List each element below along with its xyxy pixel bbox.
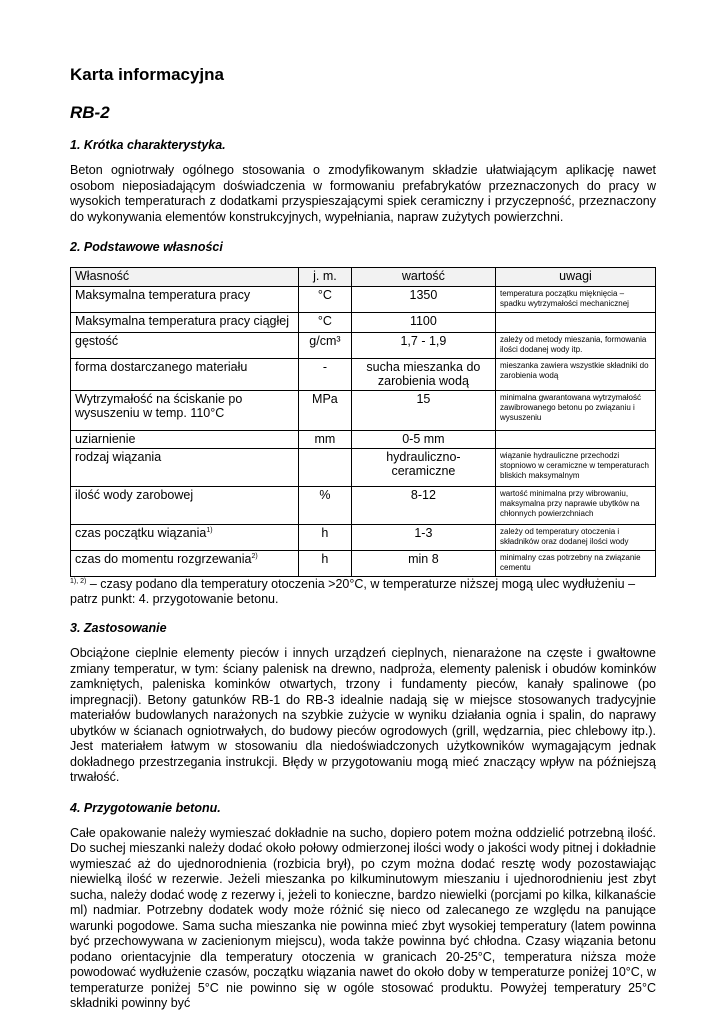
cell-property: rodzaj wiązania — [71, 449, 299, 487]
cell-unit: °C — [299, 287, 352, 313]
section-4-text: Całe opakowanie należy wymieszać dokładnie na sucho, dopiero potem można oddzielić potrzebną ilość. Do suchej mieszanki należy dodać około połowy odmierzonej ilości wody o jakości wody pitnej i dokładnie wymieszać aż do ujednorodnienia (rozbicia brył), po czym można dodać resztę wody pozostawiając niewielką ilość w rezerwie. Jeżeli mieszanka po kilkuminutowym mieszaniu i ujednorodnieniu jest zbyt sucha, należy dodać wodę z rezerwy i, jeżeli to konieczne, bardzo niewielki (porcjami po kilka, kilkanaście ml) nadmiar. Potrzebny dodatek wody może różnić się nieco od zalecanego ze względu na panujące warunki pogodowe. Sama sucha mieszanka nie powinna mieć zbyt wysokiej temperatury (latem powinna być przechowywana w zacienionym miejscu), woda także powinna być chłodna. Czasy wiązania betonu podano orientacyjnie dla temperatury otoczenia w granicach 20-25°C, temperatura niższa może powodować wydłużenie czasów, początku wiązania nawet do około doby w temperaturze poniżej 10°C, w temperaturze poniżej 5°C nie powinno się w ogóle stosować produktu. Powyżej temperatury 25°C składniki powinny być — [70, 825, 656, 1010]
table-row — [71, 359, 656, 391]
table-row — [71, 313, 656, 333]
cell-property: uziarnienie — [71, 431, 299, 449]
cell-unit: g/cm³ — [299, 333, 352, 359]
cell-note: temperatura początku mięknięcia – spadku wytrzymałości mechanicznej — [496, 287, 656, 313]
cell-unit: °C — [299, 313, 352, 333]
header-unit: j. m. — [299, 268, 352, 287]
cell-property: czas do momentu rozgrzewania$^{2)}$ — [71, 551, 299, 577]
section-3-text: Obciążone cieplnie elementy pieców i innych urządzeń cieplnych, nienarażone na częste i gwałtowne zmiany temperatur, w tym: ściany palenisk na drewno, nadproża, elementy palenisk i obudów kominków zamkniętych, paleniska kominków otwartych, trzony i fundamenty pieców, kanały spalinowe (po impregnacji). Betony gatunków RB-1 do RB-3 idealnie nadają się w miejsce stosowanych tradycyjnie materiałów budowlanych narażonych na szybkie zużycie w wyniku działania ognia i spalin, do naprawy ubytków w ścianach ogniotrwałych, do budowy pieców ogrodowych (grill, wędzarnia, piec chlebowy itp.). Jest materiałem łatwym w stosowaniu dla niedoświadczonych użytkowników wymagającym jednak dokładnego przestrzegania instrukcji. Błędy w przygotowaniu mogą mieć znaczący wpływ na późniejszą trwałość. — [70, 646, 656, 784]
cell-unit: MPa — [299, 391, 352, 431]
cell-unit — [299, 449, 352, 487]
cell-value: 1100 — [351, 313, 495, 333]
cell-note: minimalna gwarantowana wytrzymałość zawibrowanego betonu po związaniu i wysuszeniu — [496, 391, 656, 431]
cell-value: 1,7 - 1,9 — [351, 333, 495, 359]
cell-note: zależy od metody mieszania, formowania ilości dodanej wody itp. — [496, 333, 656, 359]
cell-property: forma dostarczanego materiału — [71, 359, 299, 391]
cell-property: czas początku wiązania$^{1)}$ — [71, 525, 299, 551]
section-1-text: Beton ogniotrwały ogólnego stosowania o zmodyfikowanym składzie ułatwiającym aplikację nawet osobom nieposiadającym doświadczenia w formowaniu prefabrykatów przeznaczonych do pracy w wysokich temperaturach z dodatkami przyspieszającymi spiek ceramiczny i przyczepność, przeznaczony do wykonywania elementów konstrukcyjnych, wypełniania, napraw zużytych powierzchni. — [70, 163, 656, 224]
table-footnote: $^{1), 2)}$ – czasy podano dla temperatury otoczenia >20°C, w temperaturze niższej mogą ulec wydłużeniu – patrz punkt: 4. przygotowanie betonu. — [70, 577, 636, 606]
table-row — [71, 287, 656, 313]
cell-unit: h — [299, 551, 352, 577]
cell-note: minimalny czas potrzebny na związanie cementu — [496, 551, 656, 577]
cell-property: Maksymalna temperatura pracy ciągłej — [71, 313, 299, 333]
cell-note: wiązanie hydrauliczne przechodzi stopniowo w ceramiczne w temperaturach bliskich maksymalnym — [496, 449, 656, 487]
table-row — [71, 391, 656, 431]
table-row — [71, 551, 656, 577]
cell-note — [496, 313, 656, 333]
table-row — [71, 487, 656, 525]
footnote-mark: 2) — [251, 552, 258, 560]
table-row — [71, 431, 656, 449]
table-row — [71, 333, 656, 359]
section-1-heading: 1. Krótka charakterystyka. — [70, 138, 226, 152]
document-title: Karta informacyjna — [70, 65, 224, 84]
cell-unit: - — [299, 359, 352, 391]
cell-note: mieszanka zawiera wszystkie składniki do zarobienia wodą — [496, 359, 656, 391]
cell-property: Wytrzymałość na ściskanie po wysuszeniu w temp. 110°C — [71, 391, 299, 431]
table-header-row — [71, 268, 656, 287]
cell-unit: mm — [299, 431, 352, 449]
cell-property: ilość wody zarobowej — [71, 487, 299, 525]
cell-unit: % — [299, 487, 352, 525]
footnote-mark: 1) — [206, 526, 213, 534]
product-code: RB-2 — [70, 103, 110, 122]
cell-property: gęstość — [71, 333, 299, 359]
cell-value: hydrauliczno-ceramiczne — [351, 449, 495, 487]
document-page — [70, 64, 656, 1024]
cell-value: 1-3 — [351, 525, 495, 551]
cell-value: 0-5 mm — [351, 431, 495, 449]
cell-note — [496, 431, 656, 449]
section-3-heading: 3. Zastosowanie — [70, 621, 167, 635]
cell-value: 1350 — [351, 287, 495, 313]
header-value: wartość — [351, 268, 495, 287]
cell-value: sucha mieszanka do zarobienia wodą — [351, 359, 495, 391]
cell-value: min 8 — [351, 551, 495, 577]
footnote-marks: 1), 2) — [70, 577, 87, 585]
header-notes: uwagi — [496, 268, 656, 287]
cell-value: 15 — [351, 391, 495, 431]
header-property: Własność — [71, 268, 299, 287]
cell-unit: h — [299, 525, 352, 551]
properties-table — [70, 267, 656, 577]
cell-note: zależy od temperatury otoczenia i składników oraz dodanej ilości wody — [496, 525, 656, 551]
section-2-heading: 2. Podstawowe własności — [70, 240, 223, 254]
section-4-heading: 4. Przygotowanie betonu. — [70, 800, 221, 815]
table-row — [71, 525, 656, 551]
cell-note: wartość minimalna przy wibrowaniu, maksymalna przy naprawie ubytków na chłonnych powierzchniach — [496, 487, 656, 525]
cell-value: 8-12 — [351, 487, 495, 525]
table-row — [71, 449, 656, 487]
cell-property: Maksymalna temperatura pracy — [71, 287, 299, 313]
